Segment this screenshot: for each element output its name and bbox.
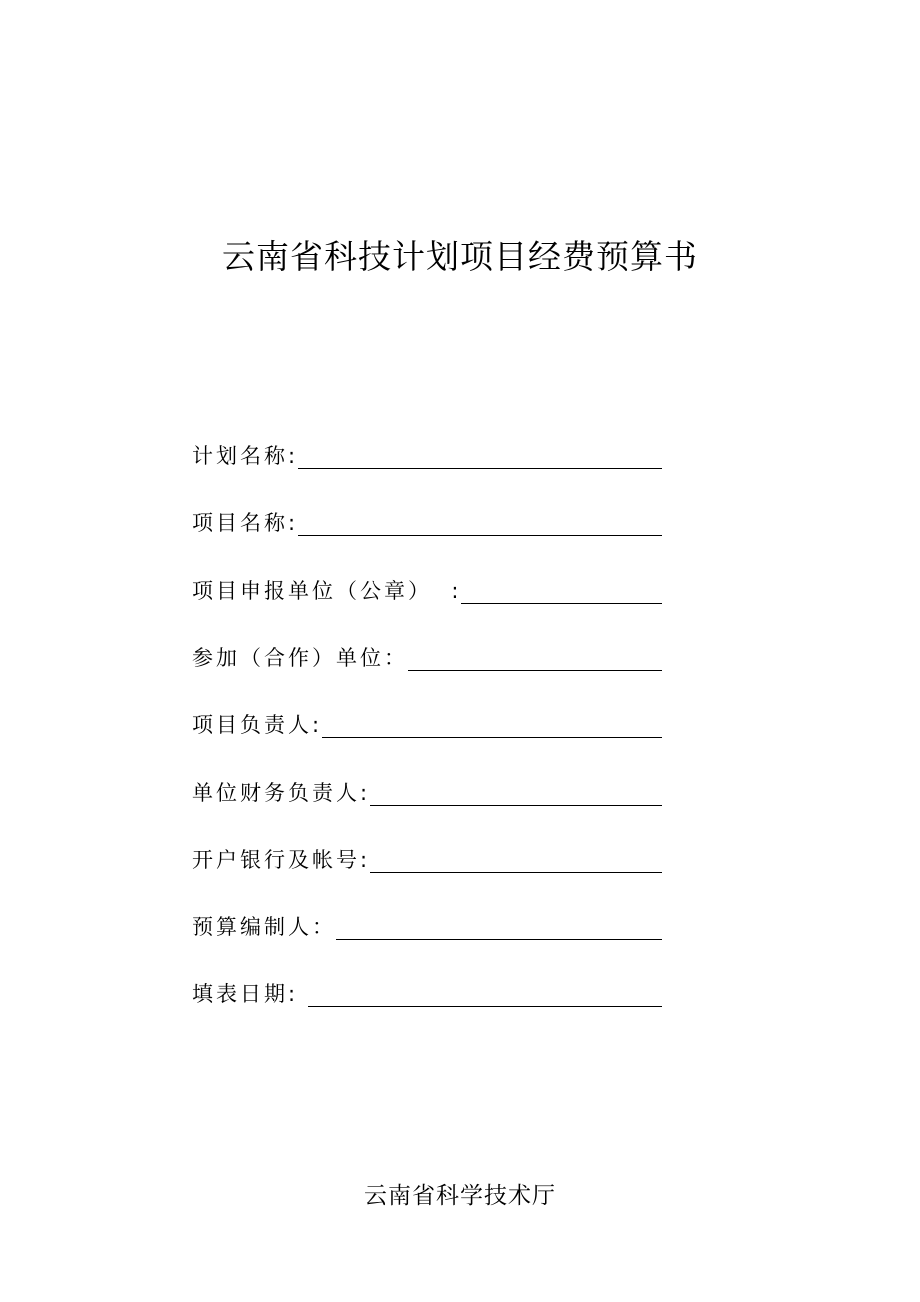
- fill-line[interactable]: [322, 709, 662, 738]
- field-label: 预算编制人：: [192, 915, 336, 939]
- fill-line[interactable]: [370, 777, 662, 806]
- fill-line[interactable]: [461, 575, 662, 604]
- field-label: 单位财务负责人:: [192, 781, 371, 805]
- field-plan-name: [192, 432, 662, 472]
- document-title: 云南省科技计划项目经费预算书: [222, 237, 698, 276]
- field-cooperating-unit: [192, 634, 662, 674]
- field-project-name: [192, 499, 662, 539]
- fill-line[interactable]: [298, 507, 662, 536]
- field-label: 项目名称:: [192, 511, 299, 535]
- fill-line[interactable]: [336, 911, 662, 940]
- field-label: 参加（合作）单位：: [192, 646, 408, 670]
- field-label: 项目负责人:: [192, 713, 323, 737]
- field-bank-account: [192, 836, 662, 876]
- field-finance-officer: [192, 769, 662, 809]
- issuing-authority: 云南省科学技术厅: [364, 1183, 556, 1209]
- fill-line[interactable]: [408, 642, 662, 671]
- field-label: 计划名称:: [192, 444, 299, 468]
- field-label: 项目申报单位（公章） :: [192, 579, 462, 603]
- field-label: 填表日期:: [192, 982, 308, 1006]
- field-label: 开户银行及帐号:: [192, 848, 371, 872]
- fill-line[interactable]: [308, 978, 662, 1007]
- fill-line[interactable]: [370, 844, 662, 873]
- field-applicant-unit: [192, 567, 662, 607]
- fill-line[interactable]: [298, 440, 662, 469]
- field-budget-preparer: [192, 903, 662, 943]
- field-fill-date: [192, 970, 662, 1010]
- field-project-leader: [192, 701, 662, 741]
